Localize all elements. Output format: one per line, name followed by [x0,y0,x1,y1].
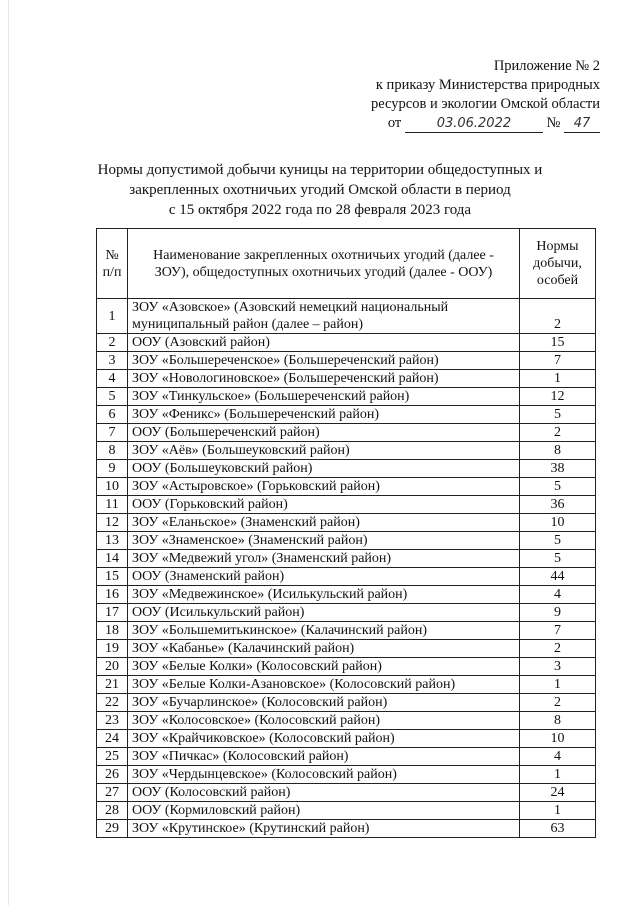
table-row [97,694,596,712]
table-row [97,352,596,370]
header-norm: Нормы добычи, особей [520,229,596,299]
table-row [97,532,596,550]
row-norm: 10 [520,514,596,532]
row-norm: 36 [520,496,596,514]
row-number: 1 [97,299,128,334]
number-label: № [546,115,561,131]
order-number: 47 [564,116,600,133]
title-line-3: с 15 октября 2022 года по 28 февраля 2023 года [168,202,472,218]
row-name: ООУ (Большереченский район) [128,424,520,442]
row-name: ЗОУ «Бучарлинское» (Колосовский район) [128,694,520,712]
table-row [97,388,596,406]
row-number: 26 [97,766,128,784]
row-number: 18 [97,622,128,640]
table-row [97,424,596,442]
row-number: 16 [97,586,128,604]
row-number: 28 [97,802,128,820]
row-number: 27 [97,784,128,802]
from-label: от [387,115,402,131]
row-name: ЗОУ «Феникс» (Большереченский район) [128,406,520,424]
table-row [97,406,596,424]
row-name: ООУ (Кормиловский район) [128,802,520,820]
order-date: 03.06.2022 [405,116,543,133]
row-name: ЗОУ «Белые Колки» (Колосовский район) [128,658,520,676]
table-row [97,820,596,838]
row-name: ЗОУ «Новологиновское» (Большереченский район) [128,370,520,388]
row-norm: 1 [520,676,596,694]
row-number: 5 [97,388,128,406]
row-name: ЗОУ «Азовское» (Азовский немецкий национальный муниципальный район (далее – район) [128,299,520,334]
table-header-row [97,229,596,299]
row-number: 6 [97,406,128,424]
row-number: 13 [97,532,128,550]
row-number: 10 [97,478,128,496]
row-norm: 4 [520,748,596,766]
table-row [97,334,596,352]
table-row [97,478,596,496]
row-name: ЗОУ «Тинкульское» (Большереченский район) [128,388,520,406]
row-norm: 1 [520,766,596,784]
document-title [0,160,640,220]
row-name: ООУ (Большеуковский район) [128,460,520,478]
row-norm: 3 [520,658,596,676]
title-line-2: закрепленных охотничьих угодий Омской области в период [129,182,511,198]
table-row [97,766,596,784]
row-norm: 24 [520,784,596,802]
row-norm: 2 [520,424,596,442]
table-body [97,299,596,838]
row-norm: 5 [520,406,596,424]
row-number: 22 [97,694,128,712]
row-name: ООУ (Знаменский район) [128,568,520,586]
row-number: 29 [97,820,128,838]
row-number: 23 [97,712,128,730]
row-name: ЗОУ «Медвежий угол» (Знаменский район) [128,550,520,568]
row-norm: 4 [520,586,596,604]
appendix-ministry-line: ресурсов и экологии Омской области [371,96,600,112]
row-number: 21 [97,676,128,694]
row-number: 9 [97,460,128,478]
row-number: 25 [97,748,128,766]
table-row [97,370,596,388]
row-norm: 8 [520,712,596,730]
row-norm: 5 [520,478,596,496]
row-norm: 38 [520,460,596,478]
row-name: ООУ (Колосовский район) [128,784,520,802]
row-name: ЗОУ «Знаменское» (Знаменский район) [128,532,520,550]
row-name: ЗОУ «Большереченское» (Большереченский район) [128,352,520,370]
table-row [97,299,596,334]
row-norm: 10 [520,730,596,748]
row-norm: 7 [520,622,596,640]
row-norm: 7 [520,352,596,370]
appendix-date-line [371,114,600,133]
table-row [97,622,596,640]
row-name: ЗОУ «Большемитькинское» (Калачинский район) [128,622,520,640]
table-row [97,604,596,622]
row-name: ЗОУ «Белые Колки-Азановское» (Колосовский район) [128,676,520,694]
row-norm: 8 [520,442,596,460]
row-number: 17 [97,604,128,622]
row-name: ЗОУ «Аёв» (Большеуковский район) [128,442,520,460]
row-name: ООУ (Исилькульский район) [128,604,520,622]
row-number: 8 [97,442,128,460]
table-row [97,730,596,748]
row-name: ЗОУ «Астыровское» (Горьковский район) [128,478,520,496]
table-row [97,676,596,694]
row-norm: 63 [520,820,596,838]
table-row [97,586,596,604]
row-norm: 9 [520,604,596,622]
row-norm: 5 [520,532,596,550]
appendix-title: Приложение № 2 [493,58,600,74]
table-row [97,784,596,802]
row-norm: 1 [520,370,596,388]
header-name: Наименование закрепленных охотничьих угодий (далее - ЗОУ), общедоступных охотничьих угодий (далее - ООУ) [128,229,520,299]
row-name: ЗОУ «Пичкас» (Колосовский район) [128,748,520,766]
row-name: ООУ (Азовский район) [128,334,520,352]
appendix-order-line: к приказу Министерства природных [375,77,600,93]
row-number: 11 [97,496,128,514]
row-name: ЗОУ «Крутинское» (Крутинский район) [128,820,520,838]
table-row [97,640,596,658]
row-name: ООУ (Горьковский район) [128,496,520,514]
row-name: ЗОУ «Чердынцевское» (Колосовский район) [128,766,520,784]
row-number: 20 [97,658,128,676]
row-name: ЗОУ «Еланьское» (Знаменский район) [128,514,520,532]
row-norm: 2 [520,694,596,712]
appendix-block [371,57,600,133]
table-row [97,514,596,532]
row-number: 12 [97,514,128,532]
row-norm: 2 [520,640,596,658]
row-name: ЗОУ «Крайчиковское» (Колосовский район) [128,730,520,748]
table-row [97,460,596,478]
row-norm: 5 [520,550,596,568]
row-norm: 44 [520,568,596,586]
row-name: ЗОУ «Колосовское» (Колосовский район) [128,712,520,730]
row-norm: 15 [520,334,596,352]
row-number: 3 [97,352,128,370]
table-row [97,496,596,514]
table-row [97,550,596,568]
table-row [97,568,596,586]
row-norm: 2 [520,299,596,334]
row-number: 15 [97,568,128,586]
row-number: 4 [97,370,128,388]
table-row [97,802,596,820]
title-line-1: Нормы допустимой добычи куницы на территории общедоступных и [97,162,543,178]
table-row [97,658,596,676]
table-row [97,748,596,766]
table-row [97,442,596,460]
row-number: 19 [97,640,128,658]
row-name: ЗОУ «Медвежинское» (Исилькульский район) [128,586,520,604]
row-norm: 12 [520,388,596,406]
row-number: 7 [97,424,128,442]
table-row [97,712,596,730]
quota-table [96,228,596,838]
row-number: 14 [97,550,128,568]
row-number: 2 [97,334,128,352]
scan-edge [8,0,9,905]
row-name: ЗОУ «Кабанье» (Калачинский район) [128,640,520,658]
row-norm: 1 [520,802,596,820]
row-number: 24 [97,730,128,748]
header-num: № п/п [97,229,128,299]
